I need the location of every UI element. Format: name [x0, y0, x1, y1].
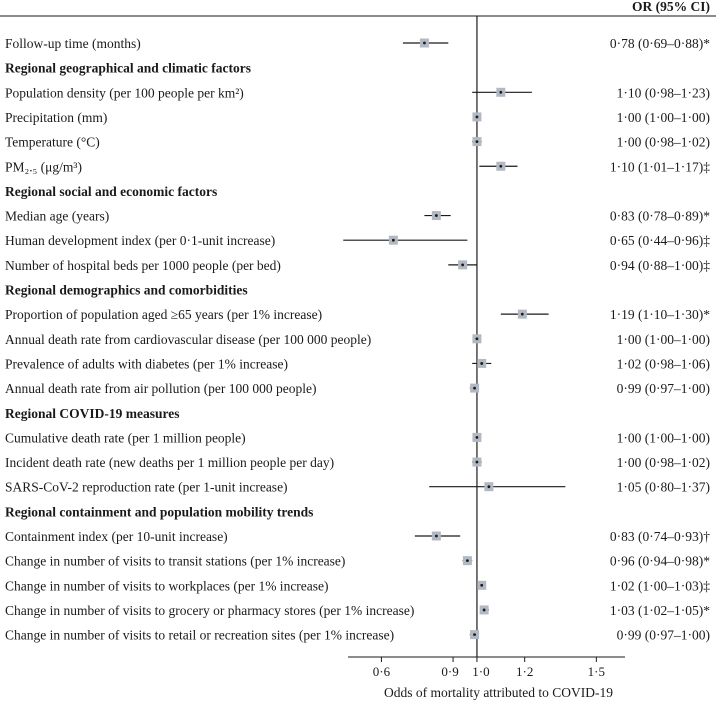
- or-ci-text: 1·10 (1·01–1·17)‡: [609, 159, 710, 175]
- row-label: Precipitation (mm): [5, 109, 108, 125]
- row-label: Change in number of visits to retail or recreation sites (per 1% increase): [5, 627, 395, 643]
- point-estimate-dot: [476, 140, 479, 143]
- x-tick-label: 1·2: [516, 664, 534, 679]
- or-ci-text: 1·00 (0·98–1·02): [616, 134, 710, 150]
- or-ci-text: 1·05 (0·80–1·37): [616, 479, 710, 495]
- row-label: Number of hospital beds per 1000 people (per bed): [5, 257, 281, 273]
- row-label: Population density (per 100 people per km²): [5, 85, 244, 101]
- point-estimate-dot: [476, 116, 479, 119]
- section-heading: Regional social and economic factors: [5, 183, 218, 199]
- point-estimate-dot: [466, 559, 469, 562]
- point-estimate-dot: [480, 362, 483, 365]
- x-tick-label: 0·9: [441, 664, 459, 679]
- section-heading: Regional demographics and comorbidities: [5, 282, 248, 298]
- or-ci-text: 1·00 (0·98–1·02): [616, 455, 710, 471]
- point-estimate-dot: [435, 535, 438, 538]
- section-heading: Regional COVID-19 measures: [5, 405, 180, 421]
- point-estimate-dot: [499, 165, 502, 168]
- point-estimate-dot: [483, 609, 486, 612]
- point-estimate-dot: [435, 214, 438, 217]
- row-label: Prevalence of adults with diabetes (per 1% increase): [5, 356, 289, 372]
- or-ci-text: 0·94 (0·88–1·00)‡: [609, 257, 710, 273]
- or-ci-text: 0·99 (0·97–1·00): [616, 381, 710, 397]
- x-axis-label: Odds of mortality attributed to COVID-19: [383, 685, 614, 700]
- row-label: Change in number of visits to workplaces (per 1% increase): [5, 578, 329, 594]
- or-ci-text: 0·96 (0·94–0·98)*: [609, 553, 710, 569]
- row-label: Follow-up time (months): [5, 36, 141, 51]
- column-header: OR (95% CI): [632, 0, 710, 14]
- or-ci-text: 0·99 (0·97–1·00): [616, 627, 710, 643]
- point-estimate-dot: [487, 485, 490, 488]
- row-label: Proportion of population aged ≥65 years (per 1% increase): [5, 307, 323, 323]
- or-ci-text: 1·19 (1·10–1·30)*: [609, 307, 710, 323]
- row-label: Human development index (per 0·1-unit increase): [5, 233, 276, 249]
- or-ci-text: 1·03 (1·02–1·05)*: [609, 602, 710, 618]
- row-label: Change in number of visits to transit stations (per 1% increase): [5, 553, 346, 569]
- row-label: Containment index (per 10-unit increase): [5, 529, 228, 544]
- or-ci-text: 1·00 (1·00–1·00): [616, 331, 710, 347]
- row-label: Change in number of visits to grocery or pharmacy stores (per 1% increase): [5, 602, 415, 618]
- or-ci-text: 1·02 (0·98–1·06): [616, 356, 710, 372]
- point-estimate-dot: [461, 263, 464, 266]
- or-ci-text: 0·83 (0·78–0·89)*: [609, 208, 710, 224]
- row-label: Median age (years): [5, 208, 110, 224]
- point-estimate-dot: [392, 239, 395, 242]
- row-label: Cumulative death rate (per 1 million people): [5, 430, 246, 446]
- or-ci-text: 1·10 (0·98–1·23): [616, 85, 710, 101]
- row-label: PM₂.₅ (μg/m³): [5, 159, 82, 175]
- row-label: Temperature (°C): [5, 134, 100, 150]
- point-estimate-dot: [499, 91, 502, 94]
- point-estimate-dot: [476, 337, 479, 340]
- or-ci-text: 0·65 (0·44–0·96)‡: [609, 233, 710, 249]
- point-estimate-dot: [480, 584, 483, 587]
- x-tick-label: 1·0: [472, 664, 490, 679]
- or-ci-text: 1·00 (1·00–1·00): [616, 109, 710, 125]
- row-label: SARS-CoV-2 reproduction rate (per 1-unit increase): [5, 479, 288, 495]
- section-heading: Regional geographical and climatic factors: [5, 60, 251, 76]
- x-tick-label: 0·6: [372, 664, 391, 679]
- point-estimate-dot: [473, 387, 476, 390]
- or-ci-text: 0·83 (0·74–0·93)†: [609, 529, 710, 544]
- row-label: Incident death rate (new deaths per 1 million people per day): [5, 455, 335, 471]
- point-estimate-dot: [423, 42, 426, 45]
- section-heading: Regional containment and population mobility trends: [5, 504, 314, 520]
- or-ci-text: 0·78 (0·69–0·88)*: [609, 36, 710, 51]
- point-estimate-dot: [521, 313, 524, 316]
- row-label: Annual death rate from air pollution (per 100 000 people): [5, 381, 317, 397]
- row-label: Annual death rate from cardiovascular disease (per 100 000 people): [5, 331, 372, 347]
- point-estimate-dot: [476, 436, 479, 439]
- or-ci-text: 1·02 (1·00–1·03)‡: [609, 578, 710, 594]
- or-ci-text: 1·00 (1·00–1·00): [616, 430, 710, 446]
- x-tick-label: 1·5: [587, 664, 606, 679]
- point-estimate-dot: [473, 633, 476, 636]
- point-estimate-dot: [476, 461, 479, 464]
